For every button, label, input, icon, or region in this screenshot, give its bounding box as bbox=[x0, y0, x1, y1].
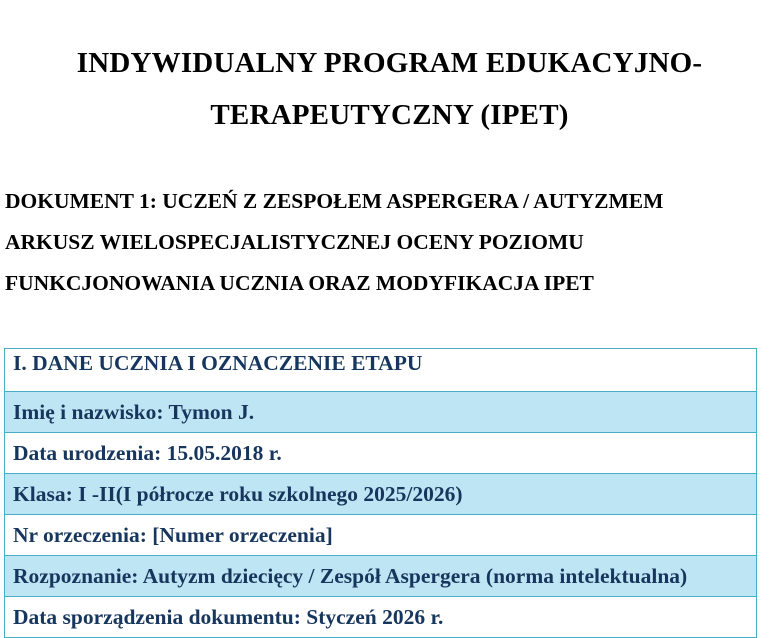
document-subheading bbox=[5, 181, 775, 304]
table-cell-name: Imię i nazwisko: Tymon J. bbox=[5, 392, 757, 433]
table-row-birth-date bbox=[5, 433, 757, 474]
document-subheading-line-3: FUNKCJONOWANIA UCZNIA ORAZ MODYFIKACJA IPET bbox=[5, 271, 594, 295]
table-row-diagnosis bbox=[5, 556, 757, 597]
student-data-table bbox=[4, 348, 757, 638]
table-row-document-date bbox=[5, 597, 757, 638]
table-cell-class: Klasa: I -II(I półrocze roku szkolnego 2025/2026) bbox=[5, 474, 757, 515]
table-cell-diagnosis: Rozpoznanie: Autyzm dziecięcy / Zespół Aspergera (norma intelektualna) bbox=[5, 556, 757, 597]
table-header-cell: I. DANE UCZNIA I OZNACZENIE ETAPU bbox=[5, 349, 757, 392]
document-title-line-1: INDYWIDUALNY PROGRAM EDUKACYJNO- bbox=[76, 47, 703, 79]
document-title-line-2: TERAPEUTYCZNY (IPET) bbox=[210, 99, 569, 131]
table-cell-certificate-number: Nr orzeczenia: [Numer orzeczenia] bbox=[5, 515, 757, 556]
table-header-row bbox=[5, 349, 757, 392]
table-cell-document-date: Data sporządzenia dokumentu: Styczeń 2026 r. bbox=[5, 597, 757, 638]
table-row-name bbox=[5, 392, 757, 433]
document-title bbox=[0, 37, 779, 141]
table-row-class bbox=[5, 474, 757, 515]
document-subheading-line-2: ARKUSZ WIELOSPECJALISTYCZNEJ OCENY POZIOMU bbox=[5, 230, 584, 254]
document-subheading-line-1: DOKUMENT 1: UCZEŃ Z ZESPOŁEM ASPERGERA / AUTYZMEM bbox=[5, 189, 664, 213]
table-row-certificate-number bbox=[5, 515, 757, 556]
table-cell-birth-date: Data urodzenia: 15.05.2018 r. bbox=[5, 433, 757, 474]
